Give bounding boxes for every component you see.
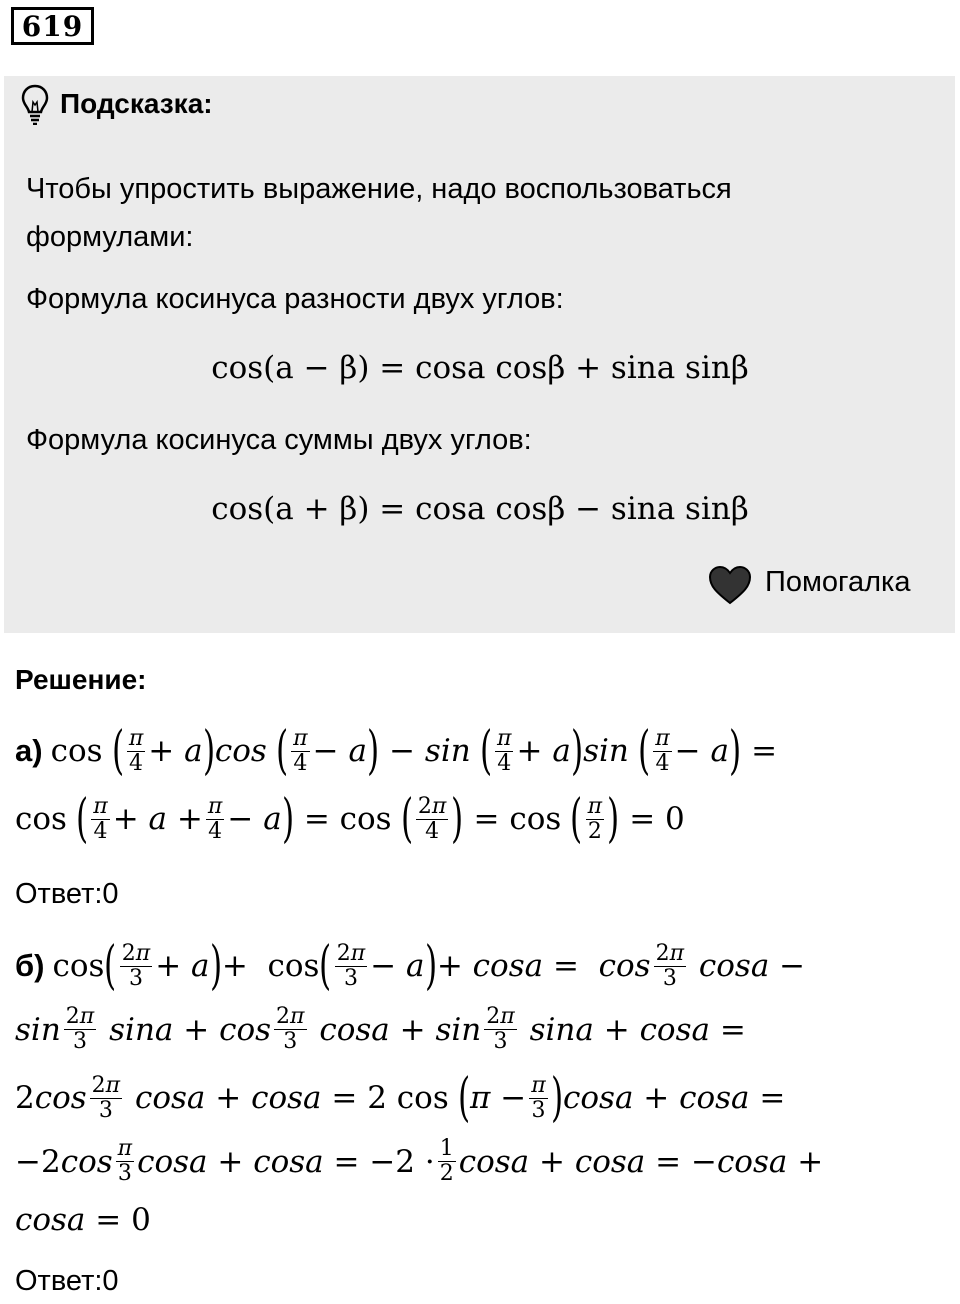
solution-title: Решение: [15,664,147,695]
hint-text-line2: формулами: [26,221,194,253]
hint-title: Подсказка: [60,88,213,119]
part-a-line1: а) cos ( $\frac{\pi}{4}$ + a ) cos ( $\frac{\pi}{4}$ − a ) − sin ( $\frac{\pi}{4}$ + a ) sin ( $\frac{\pi}{4}$ − a ) = [15,721,778,781]
part-b-label: б) [15,948,45,983]
sum-formula-label: Формула косинуса суммы двух углов: [26,424,532,456]
heart-icon[interactable] [708,565,752,605]
part-b-line2: sin $\frac{2\pi}{3}$ sina + cos $\frac{2\pi}{3}$ cosa + sin $\frac{2\pi}{3}$ sina + cosa = [15,1004,746,1054]
problem-number: 619 [11,7,94,45]
part-b-line3: 2 cos $\frac{2\pi}{3}$ cosa + cosa = 2 cos ( π − $\frac{\pi}{3}$ ) cosa + cosa = [15,1068,786,1128]
sum-formula: cos(a + β) = cosa cosβ − sina sinβ [211,491,749,527]
part-b-line1: б) cos ( $\frac{2\pi}{3}$ + a ) + cos ( $\frac{2\pi}{3}$ − a ) + cosa = cos $\frac{2\pi}{3}$ cosa − [15,936,806,996]
hint-text-line1: Чтобы упростить выражение, надо воспользоваться [26,173,732,205]
diff-formula: cos(a − β) = cosa cosβ + sina sinβ [211,350,749,386]
part-b-line5: cosa = 0 [15,1202,151,1238]
diff-formula-label: Формула косинуса разности двух углов: [26,283,564,315]
part-a-line2: cos ( $\frac{\pi}{4}$ + a + $\frac{\pi}{4}$ − a ) = cos ( $\frac{2\pi}{4}$ ) = cos ( $\frac{\pi}{2}$ ) = 0 [15,789,685,849]
helper-link[interactable]: Помогалка [765,566,911,598]
part-a-label: а) [15,733,43,768]
part-b-answer: Ответ:0 [15,1265,119,1297]
lightbulb-icon [20,83,50,125]
part-a-answer: Ответ:0 [15,878,119,910]
part-b-line4: −2 cos $\frac{\pi}{3}$ cosa + cosa = −2 · $\frac{1}{2}$ cosa + cosa = − cosa + [15,1136,824,1186]
